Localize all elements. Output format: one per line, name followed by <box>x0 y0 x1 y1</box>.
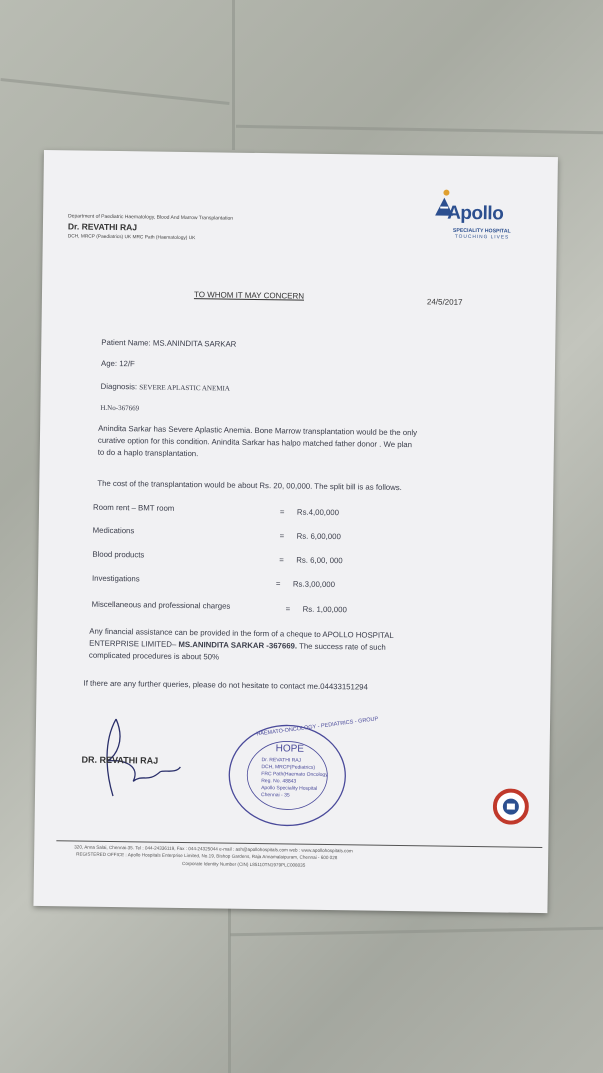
department-line: Department of Paediatric Haematology, Blood And Marrow Transplantation <box>68 213 234 222</box>
logo-subtitle: SPECIALITY HOSPITAL <box>452 227 511 235</box>
stamp-line: Reg. No. 48843 <box>261 778 297 785</box>
stamp-ring-text: HAEMATO-ONCOLOGY - PEDIATRICS - GROUP <box>256 716 379 738</box>
cost-summary: The cost of the transplantation would be about Rs. 20, 00,000. The split bill is as follows. <box>97 478 402 493</box>
logo-tagline: TOUCHING LIVES <box>454 234 510 241</box>
patient-diagnosis <box>101 382 230 393</box>
cost-equals: = <box>279 531 285 541</box>
letter-date: 24/5/2017 <box>426 297 463 307</box>
footer-address: 320, Anna Salai, Chennai-35. Tel : 044-24336119, Fax : 044-24325044 e-mail : ash@apollohospitals.com web : www.apollohospitals.com <box>74 844 353 854</box>
contact-line: If there are any further queries, please do not hesitate to contact me.04433151294 <box>83 678 368 692</box>
paragraph-line: Any financial assistance can be provided in the form of a cheque to APOLLO HOSPITAL <box>89 626 394 640</box>
floor-seam <box>236 125 603 134</box>
stamp-line: FRC Path(Haemato Oncology <box>261 771 328 779</box>
cost-equals: = <box>279 555 284 565</box>
success-rate-prefix: The success rate of such <box>299 641 386 652</box>
cost-item: Medications <box>92 525 135 536</box>
cost-equals: = <box>279 507 285 517</box>
floor-seam <box>0 78 229 105</box>
cost-amount: Rs.4,00,000 <box>296 507 340 518</box>
payee-prefix: ENTERPRISE LIMITED– <box>89 638 177 649</box>
diagnosis-paragraph <box>98 423 498 465</box>
patient-age: Age: 12/F <box>100 358 135 369</box>
footer-cin: Corporate Identity Number (CIN) L85110TN1979PLC008035 <box>182 860 306 868</box>
accreditation-badge-icon <box>493 788 529 824</box>
diagnosis-label: Diagnosis: <box>100 381 138 392</box>
floor-seam <box>230 927 603 937</box>
paragraph-line: curative option for this condition. Anindita Sarkar has halpo matched father donor . We plan <box>97 435 413 450</box>
cost-item: Miscellaneous and professional charges <box>91 599 231 611</box>
logo-name: Apollo <box>447 202 504 225</box>
cost-equals: = <box>285 604 291 614</box>
cost-amount: Rs.3,00,000 <box>292 579 336 590</box>
apollo-logo <box>429 187 540 253</box>
signatory-name: DR. REVATHI RAJ <box>81 754 159 766</box>
cost-amount: Rs. 6,00,000 <box>296 531 341 542</box>
cost-equals: = <box>275 579 281 589</box>
doctor-stamp <box>224 713 379 839</box>
stamp-title: HOPE <box>275 743 305 755</box>
letter-page <box>33 150 558 913</box>
paragraph-line: to do a haplo transplantation. <box>97 447 199 459</box>
paragraph-line: Anindita Sarkar has Severe Aplastic Anemia. Bone Marrow transplantation would be the only <box>98 423 418 438</box>
stamp-line: Apollo Speciality Hospital <box>261 785 318 792</box>
cost-item: Room rent – BMT room <box>92 502 175 513</box>
assistance-paragraph <box>89 626 499 668</box>
cost-amount: Rs. 1,00,000 <box>302 604 347 615</box>
cost-item: Investigations <box>91 573 140 584</box>
paragraph-line: complicated procedures is about 50% <box>88 650 220 662</box>
stamp-line: DCH, MRCP(Pediatrics) <box>261 764 316 771</box>
stamp-line: Dr. REVATHI RAJ <box>261 757 302 764</box>
doctor-qualifications: DCH, MRCP (Paediatrics) UK MRC Path (Haematology) UK <box>67 234 196 242</box>
floor-seam <box>232 0 235 150</box>
payee-reference: MS.ANINDITA SARKAR -367669. <box>178 639 298 651</box>
footer-registered-office: REGISTERED OFFICE : Apollo Hospitals Enterprise Limited, No.19, Bishop Gardens, Raja Annamalaipuram, Chennai - 600 028 <box>76 851 338 861</box>
doctor-name: Dr. REVATHI RAJ <box>67 221 138 233</box>
stamp-line: Chennai - 35 <box>260 792 290 799</box>
cost-item: Blood products <box>92 549 145 560</box>
diagnosis-value: SEVERE APLASTIC ANEMIA <box>139 383 230 393</box>
hospital-number: H.No-367669 <box>100 403 140 413</box>
floor-seam <box>228 905 231 1073</box>
patient-name: Patient Name: MS.ANINDITA SARKAR <box>101 337 237 349</box>
letter-heading: TO WHOM IT MAY CONCERN <box>193 290 305 301</box>
cost-amount: Rs. 6,00, 000 <box>296 555 343 566</box>
